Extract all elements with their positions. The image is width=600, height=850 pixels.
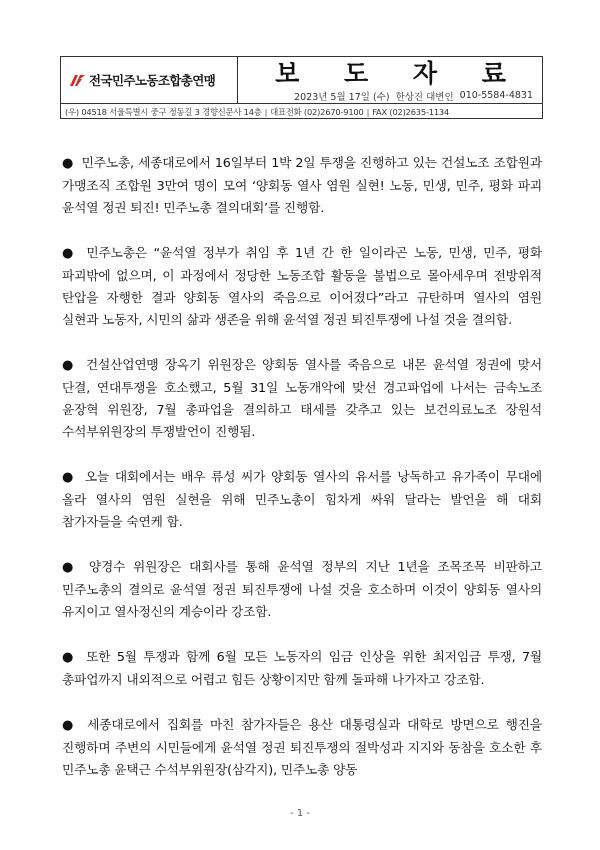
paragraph-text: 양경수 위원장은 대회사를 통해 윤석열 정부의 지난 1년을 조목조목 비판하고 민주노총의 결의로 윤석열 정권 퇴진투쟁에 나설 것을 호소하며 이것이 양회동 열사의 유지이고 열사정신의 계승이라 강조함. xyxy=(62,559,542,619)
fax-number: FAX (02)2635-1134 xyxy=(372,106,450,117)
divider: | xyxy=(366,106,370,117)
body-content xyxy=(62,152,542,804)
paragraph xyxy=(62,152,542,219)
title-block xyxy=(238,56,543,88)
org-logo-block xyxy=(60,56,238,103)
page-number: - 1 - xyxy=(290,808,310,819)
address: (우) 04518 서울특별시 중구 정동길 3 경향신문사 14층 xyxy=(65,106,262,117)
spokesperson: 한상진 대변인 xyxy=(395,91,454,103)
date-contact-line xyxy=(238,88,543,103)
paragraph-text: 민주노총, 세종대로에서 16일부터 1박 2일 투쟁을 진행하고 있는 건설노조 조합원과 가맹조직 조합원 3만여 명이 모여 ‘양회동 열사 염원 실현! 노동, 민생, 민주, 평화 파괴 윤석열 정권 퇴진! 민주노총 결의대회’를 진행함. xyxy=(62,155,542,215)
bullet-icon: ● xyxy=(62,718,77,733)
document-title: 보 도 자 료 xyxy=(275,59,524,88)
paragraph xyxy=(62,646,542,691)
bullet-icon: ● xyxy=(62,470,76,485)
release-date: 2023년 5월 17일 (수) xyxy=(294,91,390,103)
divider: | xyxy=(264,106,268,117)
kctu-logo-icon xyxy=(68,73,86,87)
paragraph-text: 오늘 대회에서는 배우 류성 씨가 양회동 열사의 유서를 낭독하고 유가족이 무대에 올라 열사의 염원 실현을 위해 민주노총이 힘차게 싸워 달라는 발언을 해 대회 참가자들을 숙연케 함. xyxy=(62,469,542,529)
main-phone: 대표전화 (02)2670-9100 xyxy=(270,106,364,117)
paragraph-text: 건설산업연맹 장옥기 위원장은 양회동 열사를 죽음으로 내몬 윤석열 정권에 맞서 단결, 연대투쟁을 호소했고, 5월 31일 노동개악에 맞선 경고파업에 나서는 금속노조 윤장혁 위원장, 7월 총파업을 결의하고 태세를 갖추고 있는 보건의료노조 장원석 수석부위원장의 투쟁발언이 진행됨. xyxy=(62,357,542,439)
paragraph-text: 민주노총은 “윤석열 정부가 취임 후 1년 간 한 일이라곤 노동, 민생, 민주, 평화 파괴밖에 없으며, 이 과정에서 정당한 노동조합 활동을 불법으로 몰아세우며 전방위적 탄압을 자행한 결과 양회동 열사의 죽음으로 이어졌다”라고 규탄하며 열사의 염원 실현과 노동자, 시민의 삶과 생존을 위해 윤석열 정권 퇴진투쟁에 나설 것을 결의함. xyxy=(62,245,542,327)
paragraph xyxy=(62,242,542,331)
bullet-icon: ● xyxy=(62,650,76,665)
paragraph-text: 세종대로에서 집회를 마친 참가자들은 용산 대통령실과 대학로 방면으로 행진을 진행하며 주변의 시민들에게 윤석열 정권 퇴진투쟁의 절박성과 지지와 동참을 호소한 후 민주노총 윤택근 수석부위원장(삼각지), 민주노총 양동 xyxy=(62,717,542,777)
org-name: 전국민주노동조합총연맹 xyxy=(89,72,216,88)
bullet-icon: ● xyxy=(62,560,78,575)
bullet-icon: ● xyxy=(62,246,76,261)
bullet-icon: ● xyxy=(62,156,74,171)
paragraph xyxy=(62,556,542,623)
address-line xyxy=(60,103,543,119)
paragraph xyxy=(62,466,542,533)
bullet-icon: ● xyxy=(62,358,76,373)
paragraph xyxy=(62,714,542,781)
paragraph xyxy=(62,354,542,443)
paragraph-text: 또한 5월 투쟁과 함께 6월 모든 노동자의 임금 인상을 위한 최저임금 투쟁, 7월 총파업까지 내외적으로 어렵고 힘든 상황이지만 함께 돌파해 나가자고 강조함. xyxy=(62,649,543,687)
spokesperson-phone: 010-5584-4831 xyxy=(459,90,533,101)
